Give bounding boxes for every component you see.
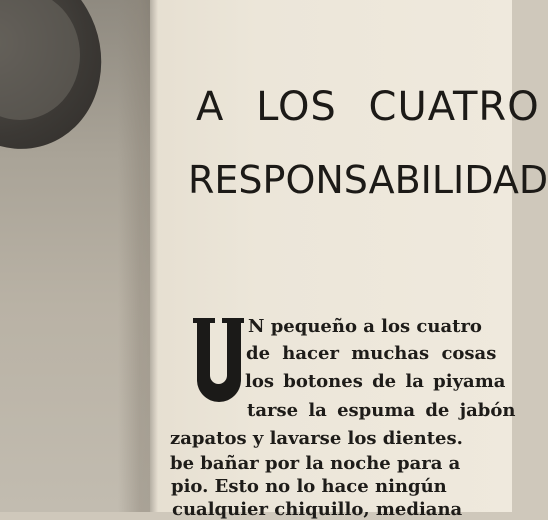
body-line-2: de hacer muchas cosas	[246, 343, 497, 364]
heading-line-2: RESPONSABILIDAD	[188, 158, 548, 202]
page-edge-shadow	[150, 0, 158, 512]
body-line-1: N pequeño a los cuatro	[248, 316, 482, 337]
body-line-7: pio. Esto no lo hace ningún	[171, 476, 447, 497]
body-line-6: be bañar por la noche para a	[170, 453, 461, 474]
body-line-4: tarse la espuma de jabón	[247, 400, 516, 421]
photo-left	[0, 0, 150, 512]
body-line-8: cualquier chiquillo, mediana	[172, 499, 463, 520]
heading-line-1: A LOS CUATRO	[196, 84, 540, 130]
body-line-3: los botones de la piyama	[245, 371, 506, 392]
photo-edge-shadow	[118, 0, 154, 512]
body-line-5: zapatos y lavarse los dientes.	[170, 428, 463, 449]
